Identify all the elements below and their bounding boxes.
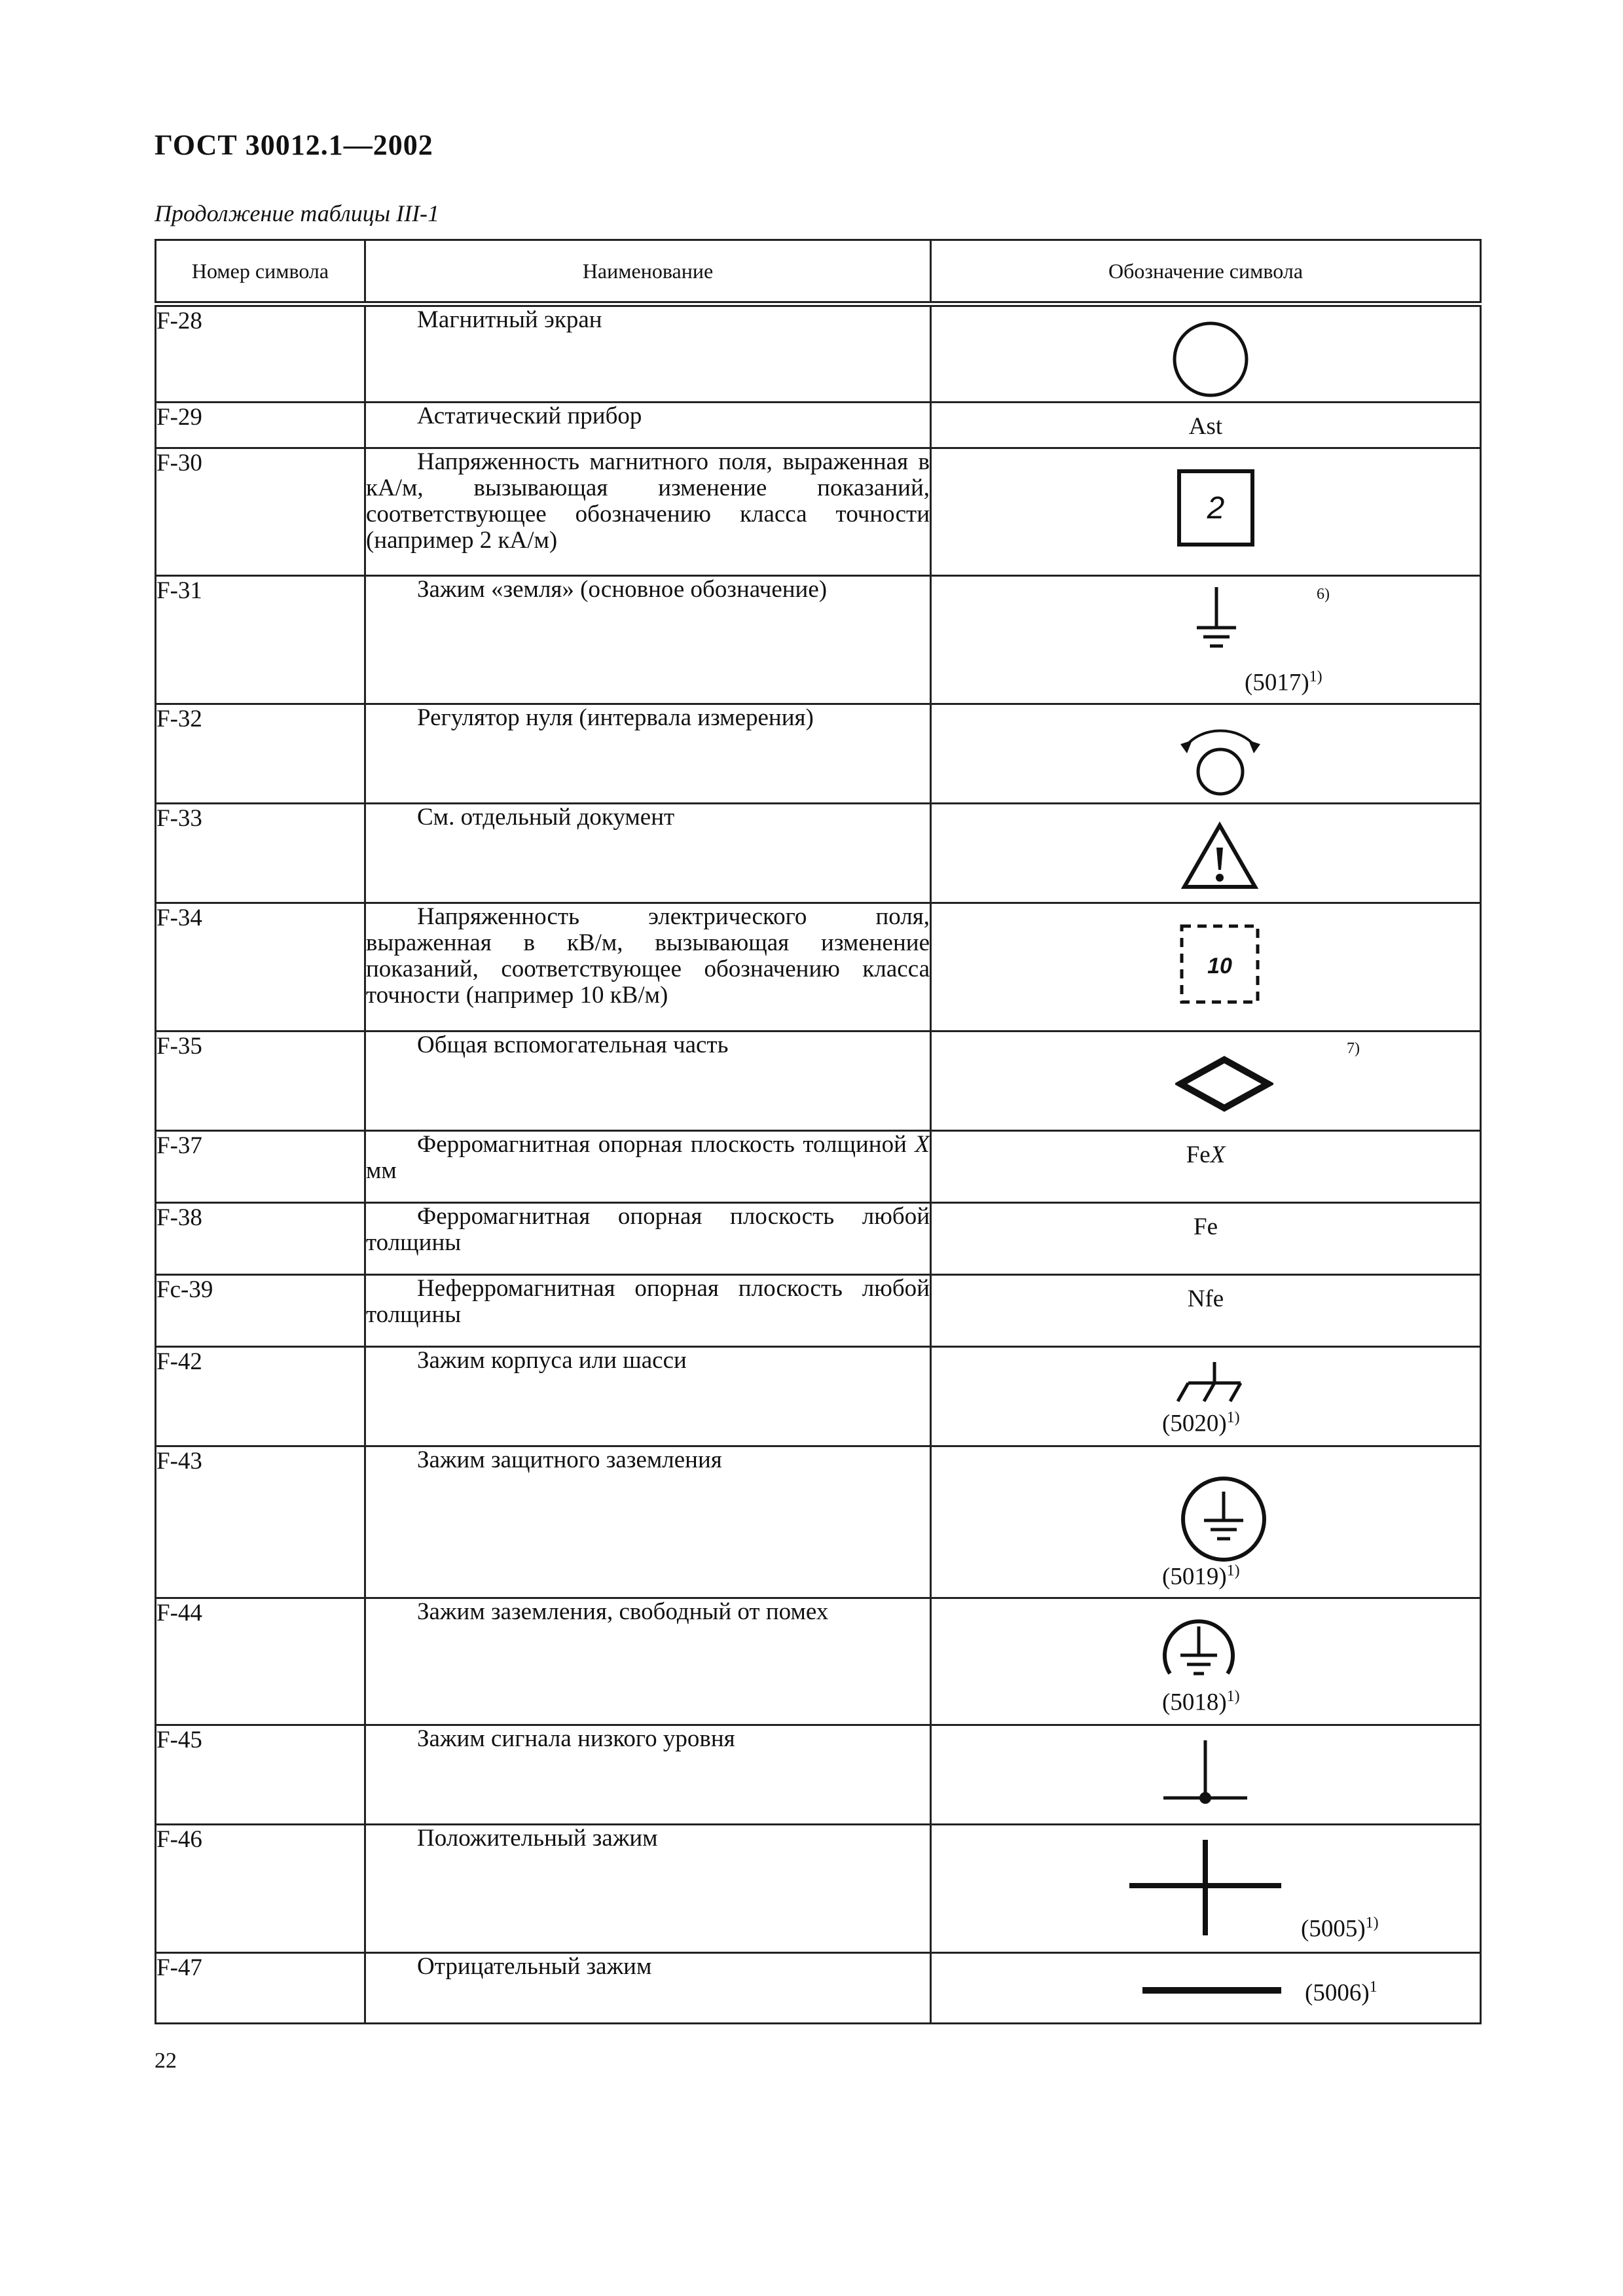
table-header-row xyxy=(156,240,1481,304)
earth-ground-icon xyxy=(1194,586,1239,658)
column-header-symbol: Обозначение символа xyxy=(931,240,1481,304)
page-number: 22 xyxy=(155,2049,177,2073)
symbol-cell xyxy=(931,1131,1481,1203)
column-header-name: Наименование xyxy=(365,240,931,304)
table-row xyxy=(156,1598,1481,1725)
symbol-cell xyxy=(931,1347,1481,1446)
symbol-text: FeX xyxy=(1186,1141,1226,1168)
noiseless-earth-icon xyxy=(1158,1613,1239,1691)
symbol-name: Зажим «земля» (основное обозначение) xyxy=(365,576,931,704)
symbol-number: F-42 xyxy=(156,1347,365,1446)
symbol-name: Напряженность электрического поля, выраженная в кВ/м, вызывающая изменение показаний, соответствующее обозначению класса точности (например 10 кВ/м) xyxy=(365,903,931,1031)
symbol-cell xyxy=(931,1031,1481,1131)
symbol-number: F-43 xyxy=(156,1446,365,1598)
symbol-name: Магнитный экран xyxy=(365,304,931,403)
symbol-cell xyxy=(931,576,1481,704)
iec-reference: $(5018)^{1)}$ xyxy=(1162,1688,1240,1716)
symbol-cell xyxy=(931,1446,1481,1598)
footnote-mark: 7) xyxy=(1347,1040,1360,1057)
symbol-number: F-34 xyxy=(156,903,365,1031)
iec-reference: $(5017)^{1)}$ xyxy=(1245,668,1322,696)
table-row xyxy=(156,704,1481,804)
low-level-signal-icon xyxy=(1161,1739,1250,1811)
symbol-name: Положительный зажим xyxy=(365,1825,931,1953)
symbol-cell xyxy=(931,448,1481,576)
boxed-number-icon xyxy=(1176,469,1255,547)
symbol-number: F-32 xyxy=(156,704,365,804)
table-row xyxy=(156,448,1481,576)
document-title: ГОСТ 30012.1—2002 xyxy=(155,129,433,161)
symbol-cell xyxy=(931,1598,1481,1725)
dashed-box-number-label: 10 xyxy=(1207,954,1232,978)
symbol-cell xyxy=(931,1725,1481,1825)
warning-triangle-icon xyxy=(1180,821,1259,891)
symbol-name: Зажим сигнала низкого уровня xyxy=(365,1725,931,1825)
symbol-name: Напряженность магнитного поля, выраженная в кА/м, вызывающая изменение показаний, соответствующее обозначению класса точности (например 2 кА/м) xyxy=(365,448,931,576)
boxed-number-label: 2 xyxy=(1207,491,1225,526)
symbol-number: F-38 xyxy=(156,1203,365,1275)
circle-icon xyxy=(1171,320,1250,399)
table-row xyxy=(156,1725,1481,1825)
symbol-cell xyxy=(931,903,1481,1031)
symbol-cell xyxy=(931,804,1481,903)
table-row xyxy=(156,304,1481,403)
symbol-cell xyxy=(931,1825,1481,1953)
symbol-cell xyxy=(931,304,1481,403)
column-header-number: Номер символа xyxy=(156,240,365,304)
symbol-number: F-28 xyxy=(156,304,365,403)
symbol-number: F-35 xyxy=(156,1031,365,1131)
symbols-table xyxy=(155,239,1482,2024)
symbol-number: Fc-39 xyxy=(156,1275,365,1347)
table-row xyxy=(156,1825,1481,1953)
zero-adjuster-icon xyxy=(1178,717,1263,798)
dashed-box-number-icon xyxy=(1179,924,1260,1005)
symbol-number: F-29 xyxy=(156,403,365,448)
symbol-cell xyxy=(931,704,1481,804)
table-row xyxy=(156,1275,1481,1347)
symbol-number: F-47 xyxy=(156,1953,365,2024)
footnote-mark: 6) xyxy=(1317,586,1330,603)
table-row xyxy=(156,1953,1481,2024)
symbol-cell xyxy=(931,403,1481,448)
chassis-ground-icon xyxy=(1174,1361,1246,1407)
symbol-number: F-33 xyxy=(156,804,365,903)
symbol-number: F-37 xyxy=(156,1131,365,1203)
table-row xyxy=(156,1131,1481,1203)
symbol-number: F-30 xyxy=(156,448,365,576)
symbol-text: Nfe xyxy=(1187,1285,1224,1312)
symbol-cell xyxy=(931,1203,1481,1275)
plus-icon xyxy=(1128,1839,1283,1937)
iec-reference: $(5020)^{1)}$ xyxy=(1162,1409,1240,1437)
symbol-text: Ast xyxy=(1188,413,1223,440)
symbol-cell xyxy=(931,1275,1481,1347)
table-row xyxy=(156,804,1481,903)
symbol-name: Ферромагнитная опорная плоскость любой толщины xyxy=(365,1203,931,1275)
table-row xyxy=(156,903,1481,1031)
symbol-name: Неферромагнитная опорная плоскость любой толщины xyxy=(365,1275,931,1347)
symbol-number: F-45 xyxy=(156,1725,365,1825)
symbol-text: Fe xyxy=(1194,1213,1218,1240)
symbol-name: Зажим защитного заземления xyxy=(365,1446,931,1598)
diamond-icon xyxy=(1175,1054,1273,1113)
symbol-name: См. отдельный документ xyxy=(365,804,931,903)
symbol-name: Астатический прибор xyxy=(365,403,931,448)
symbol-name: Ферромагнитная опорная плоскость толщиной X мм xyxy=(365,1131,931,1203)
table-caption: Продолжение таблицы III-1 xyxy=(155,200,440,226)
table-row xyxy=(156,576,1481,704)
iec-reference: $(5005)^{1)}$ xyxy=(1301,1914,1379,1943)
minus-icon xyxy=(1141,1985,1283,1996)
symbol-cell xyxy=(931,1953,1481,2024)
iec-reference: $(5006)^1$ xyxy=(1305,1979,1377,2007)
symbol-name: Общая вспомогательная часть xyxy=(365,1031,931,1131)
symbol-name: Регулятор нуля (интервала измерения) xyxy=(365,704,931,804)
symbol-name: Зажим заземления, свободный от помех xyxy=(365,1598,931,1725)
iec-reference: $(5019)^{1)}$ xyxy=(1162,1562,1240,1590)
symbol-name: Зажим корпуса или шасси xyxy=(365,1347,931,1446)
table-row xyxy=(156,1031,1481,1131)
table-row xyxy=(156,1446,1481,1598)
symbol-number: F-46 xyxy=(156,1825,365,1953)
symbol-number: F-44 xyxy=(156,1598,365,1725)
protective-earth-icon xyxy=(1179,1475,1268,1564)
table-row xyxy=(156,1347,1481,1446)
table-row xyxy=(156,403,1481,448)
symbol-name: Отрицательный зажим xyxy=(365,1953,931,2024)
table-row xyxy=(156,1203,1481,1275)
symbol-number: F-31 xyxy=(156,576,365,704)
